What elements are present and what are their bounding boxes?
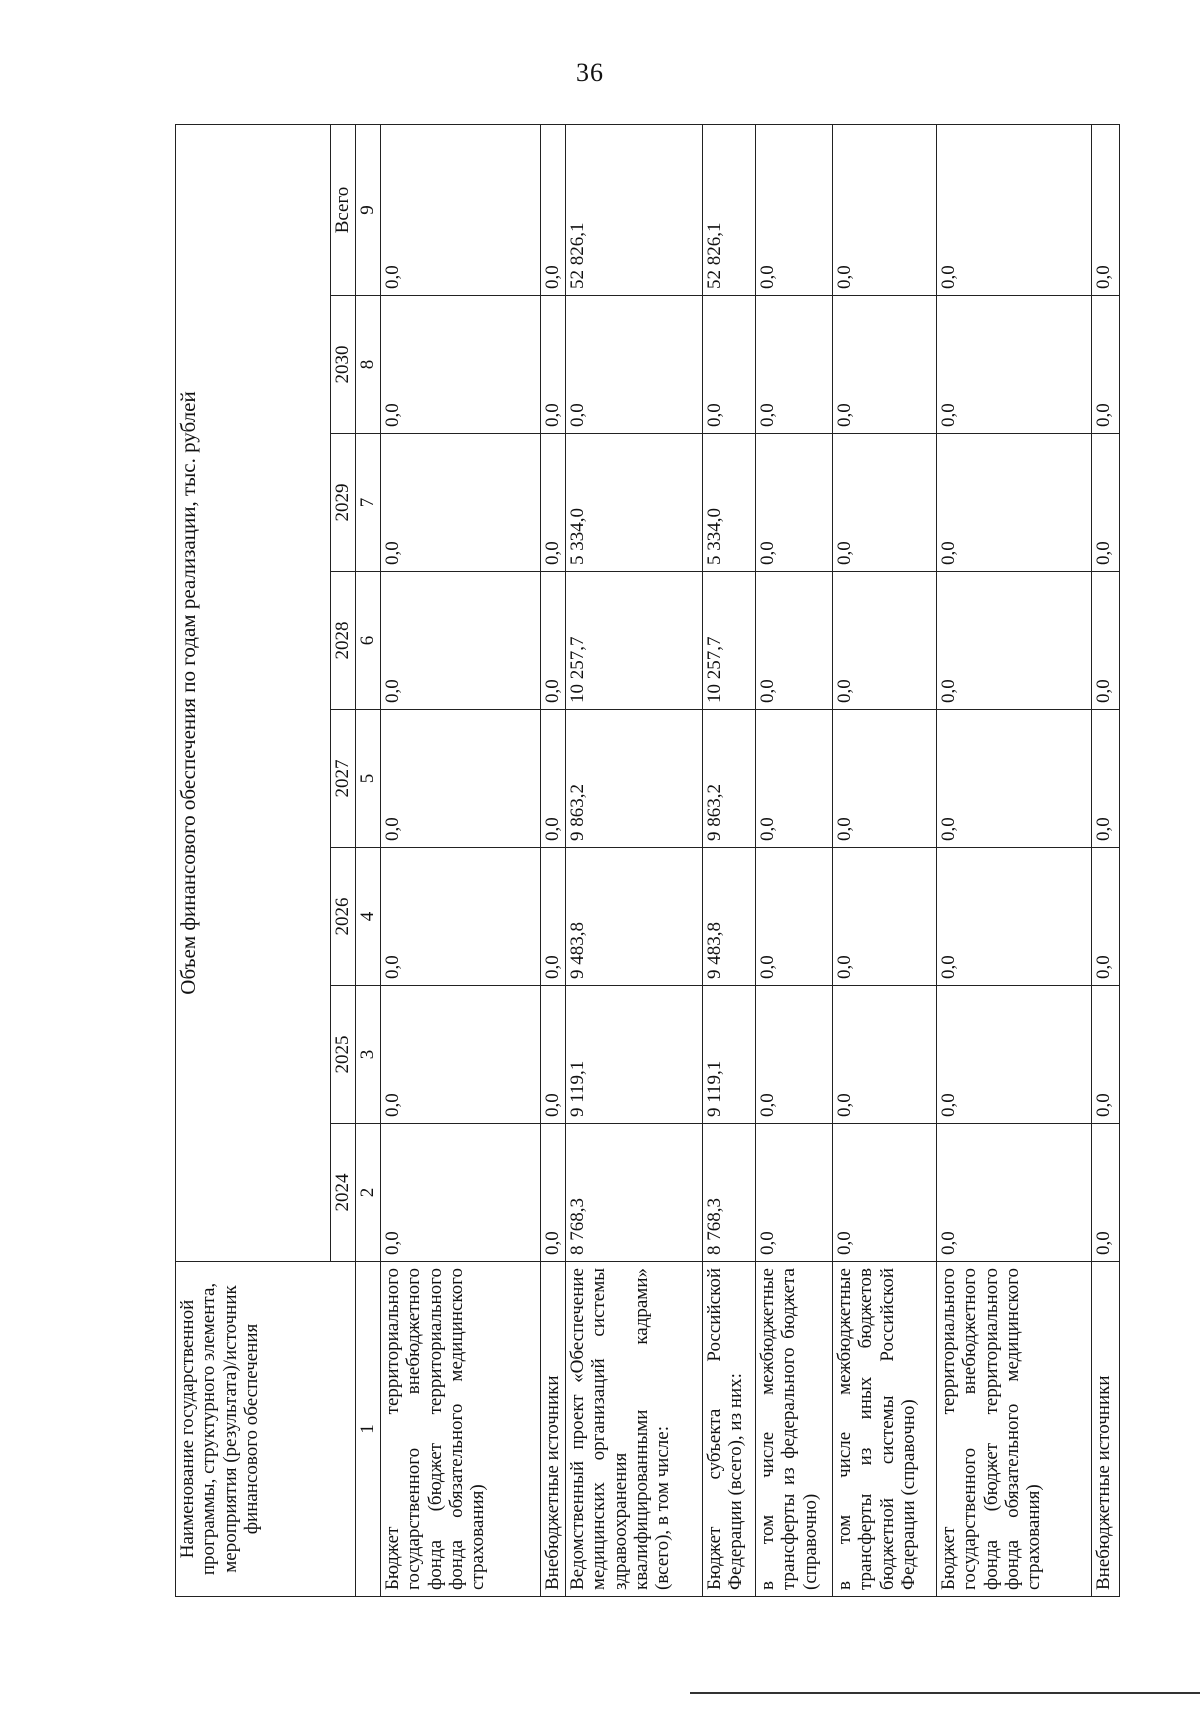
row-name: в том числе межбюджетные трансферты из федерального бюджета (справочно) [756, 1262, 833, 1597]
cell-value: 0,0 [937, 296, 1092, 434]
cell-value: 0,0 [937, 710, 1092, 848]
cell-value: 0,0 [833, 124, 937, 295]
header-total: Всего [331, 124, 356, 295]
cell-value: 0,0 [833, 710, 937, 848]
cell-value: 0,0 [1092, 434, 1120, 572]
header-year: 2029 [331, 434, 356, 572]
cell-value: 0,0 [833, 434, 937, 572]
cell-value: 9 863,2 [566, 710, 703, 848]
row-name: Бюджет субъекта Российской Федерации (всего), из них: [703, 1262, 756, 1597]
cell-value: 0,0 [541, 986, 566, 1124]
cell-value: 0,0 [1092, 986, 1120, 1124]
cell-value: 0,0 [381, 434, 541, 572]
cell-value: 0,0 [756, 572, 833, 710]
financing-table-rotated [175, 125, 1114, 1597]
cell-value: 0,0 [541, 124, 566, 295]
header-name-column: Наименование государственной программы, структурного элемента, мероприятия (результата)/источник финансового обеспечения [176, 1262, 356, 1597]
cell-value: 0,0 [541, 434, 566, 572]
column-index: 5 [356, 710, 381, 848]
page-number: 36 [576, 58, 604, 87]
row-name: Внебюджетные источники [1092, 1262, 1120, 1597]
cell-value: 0,0 [1092, 848, 1120, 986]
row-name: Внебюджетные источники [541, 1262, 566, 1597]
header-year: 2028 [331, 572, 356, 710]
cell-value: 0,0 [937, 434, 1092, 572]
cell-value: 8 768,3 [703, 1124, 756, 1262]
cell-value: 0,0 [566, 296, 703, 434]
cell-value: 0,0 [1092, 124, 1120, 295]
header-year: 2026 [331, 848, 356, 986]
table-row [541, 124, 566, 1596]
column-index: 3 [356, 986, 381, 1124]
cell-value: 0,0 [1092, 296, 1120, 434]
cell-value: 0,0 [756, 848, 833, 986]
header-year: 2030 [331, 296, 356, 434]
column-index: 6 [356, 572, 381, 710]
table-row [566, 124, 703, 1596]
cell-value: 0,0 [937, 848, 1092, 986]
cell-value: 0,0 [541, 1124, 566, 1262]
cell-value: 0,0 [937, 1124, 1092, 1262]
column-index: 2 [356, 1124, 381, 1262]
cell-value: 0,0 [756, 434, 833, 572]
cell-value: 0,0 [756, 986, 833, 1124]
table-row [833, 124, 937, 1596]
header-funding-volume: Объем финансового обеспечения по годам реализации, тыс. рублей [176, 124, 331, 1261]
cell-value: 0,0 [937, 986, 1092, 1124]
table-row [1092, 124, 1120, 1596]
cell-value: 0,0 [937, 124, 1092, 295]
cell-value: 0,0 [756, 296, 833, 434]
cell-value: 0,0 [756, 1124, 833, 1262]
cell-value: 10 257,7 [566, 572, 703, 710]
column-index: 4 [356, 848, 381, 986]
column-index: 1 [356, 1262, 381, 1597]
header-year: 2025 [331, 986, 356, 1124]
row-name: Ведомственный проект «Обеспечение медицинских организаций системы здравоохранения квалифицированными кадрами» (всего), в том числе: [566, 1262, 703, 1597]
header-year: 2027 [331, 710, 356, 848]
column-index: 8 [356, 296, 381, 434]
cell-value: 0,0 [381, 296, 541, 434]
column-index: 9 [356, 124, 381, 295]
cell-value: 0,0 [937, 572, 1092, 710]
cell-value: 0,0 [381, 124, 541, 295]
cell-value: 0,0 [541, 710, 566, 848]
row-name: в том числе межбюджетные трансферты из иных бюджетов бюджетной системы Российской Федерации (справочно) [833, 1262, 937, 1597]
row-name: Бюджет территориального государственного внебюджетного фонда (бюджет территориального фонда обязательного медицинского страхования) [381, 1262, 541, 1597]
cell-value: 52 826,1 [703, 124, 756, 295]
column-index: 7 [356, 434, 381, 572]
cell-value: 0,0 [1092, 1124, 1120, 1262]
cell-value: 0,0 [381, 572, 541, 710]
cell-value: 0,0 [703, 296, 756, 434]
financing-table [175, 124, 1120, 1597]
cell-value: 0,0 [541, 572, 566, 710]
header-year: 2024 [331, 1124, 356, 1262]
cell-value: 5 334,0 [703, 434, 756, 572]
cell-value: 0,0 [833, 1124, 937, 1262]
cell-value: 5 334,0 [566, 434, 703, 572]
cell-value: 9 119,1 [703, 986, 756, 1124]
row-name: Бюджет территориального государственного внебюджетного фонда (бюджет территориального фонда обязательного медицинского страхования) [937, 1262, 1092, 1597]
cell-value: 0,0 [1092, 710, 1120, 848]
table-row [937, 124, 1092, 1596]
cell-value: 9 119,1 [566, 986, 703, 1124]
cell-value: 0,0 [833, 572, 937, 710]
cell-value: 0,0 [381, 986, 541, 1124]
cell-value: 0,0 [541, 848, 566, 986]
scan-edge-line [690, 1692, 1200, 1694]
cell-value: 0,0 [381, 710, 541, 848]
cell-value: 0,0 [833, 848, 937, 986]
cell-value: 0,0 [541, 296, 566, 434]
cell-value: 0,0 [833, 296, 937, 434]
cell-value: 9 863,2 [703, 710, 756, 848]
table-row [703, 124, 756, 1596]
cell-value: 0,0 [756, 124, 833, 295]
cell-value: 0,0 [381, 848, 541, 986]
cell-value: 10 257,7 [703, 572, 756, 710]
cell-value: 0,0 [756, 710, 833, 848]
cell-value: 8 768,3 [566, 1124, 703, 1262]
cell-value: 0,0 [381, 1124, 541, 1262]
cell-value: 0,0 [833, 986, 937, 1124]
cell-value: 9 483,8 [566, 848, 703, 986]
cell-value: 52 826,1 [566, 124, 703, 295]
table-row [381, 124, 541, 1596]
table-row [756, 124, 833, 1596]
cell-value: 9 483,8 [703, 848, 756, 986]
cell-value: 0,0 [1092, 572, 1120, 710]
